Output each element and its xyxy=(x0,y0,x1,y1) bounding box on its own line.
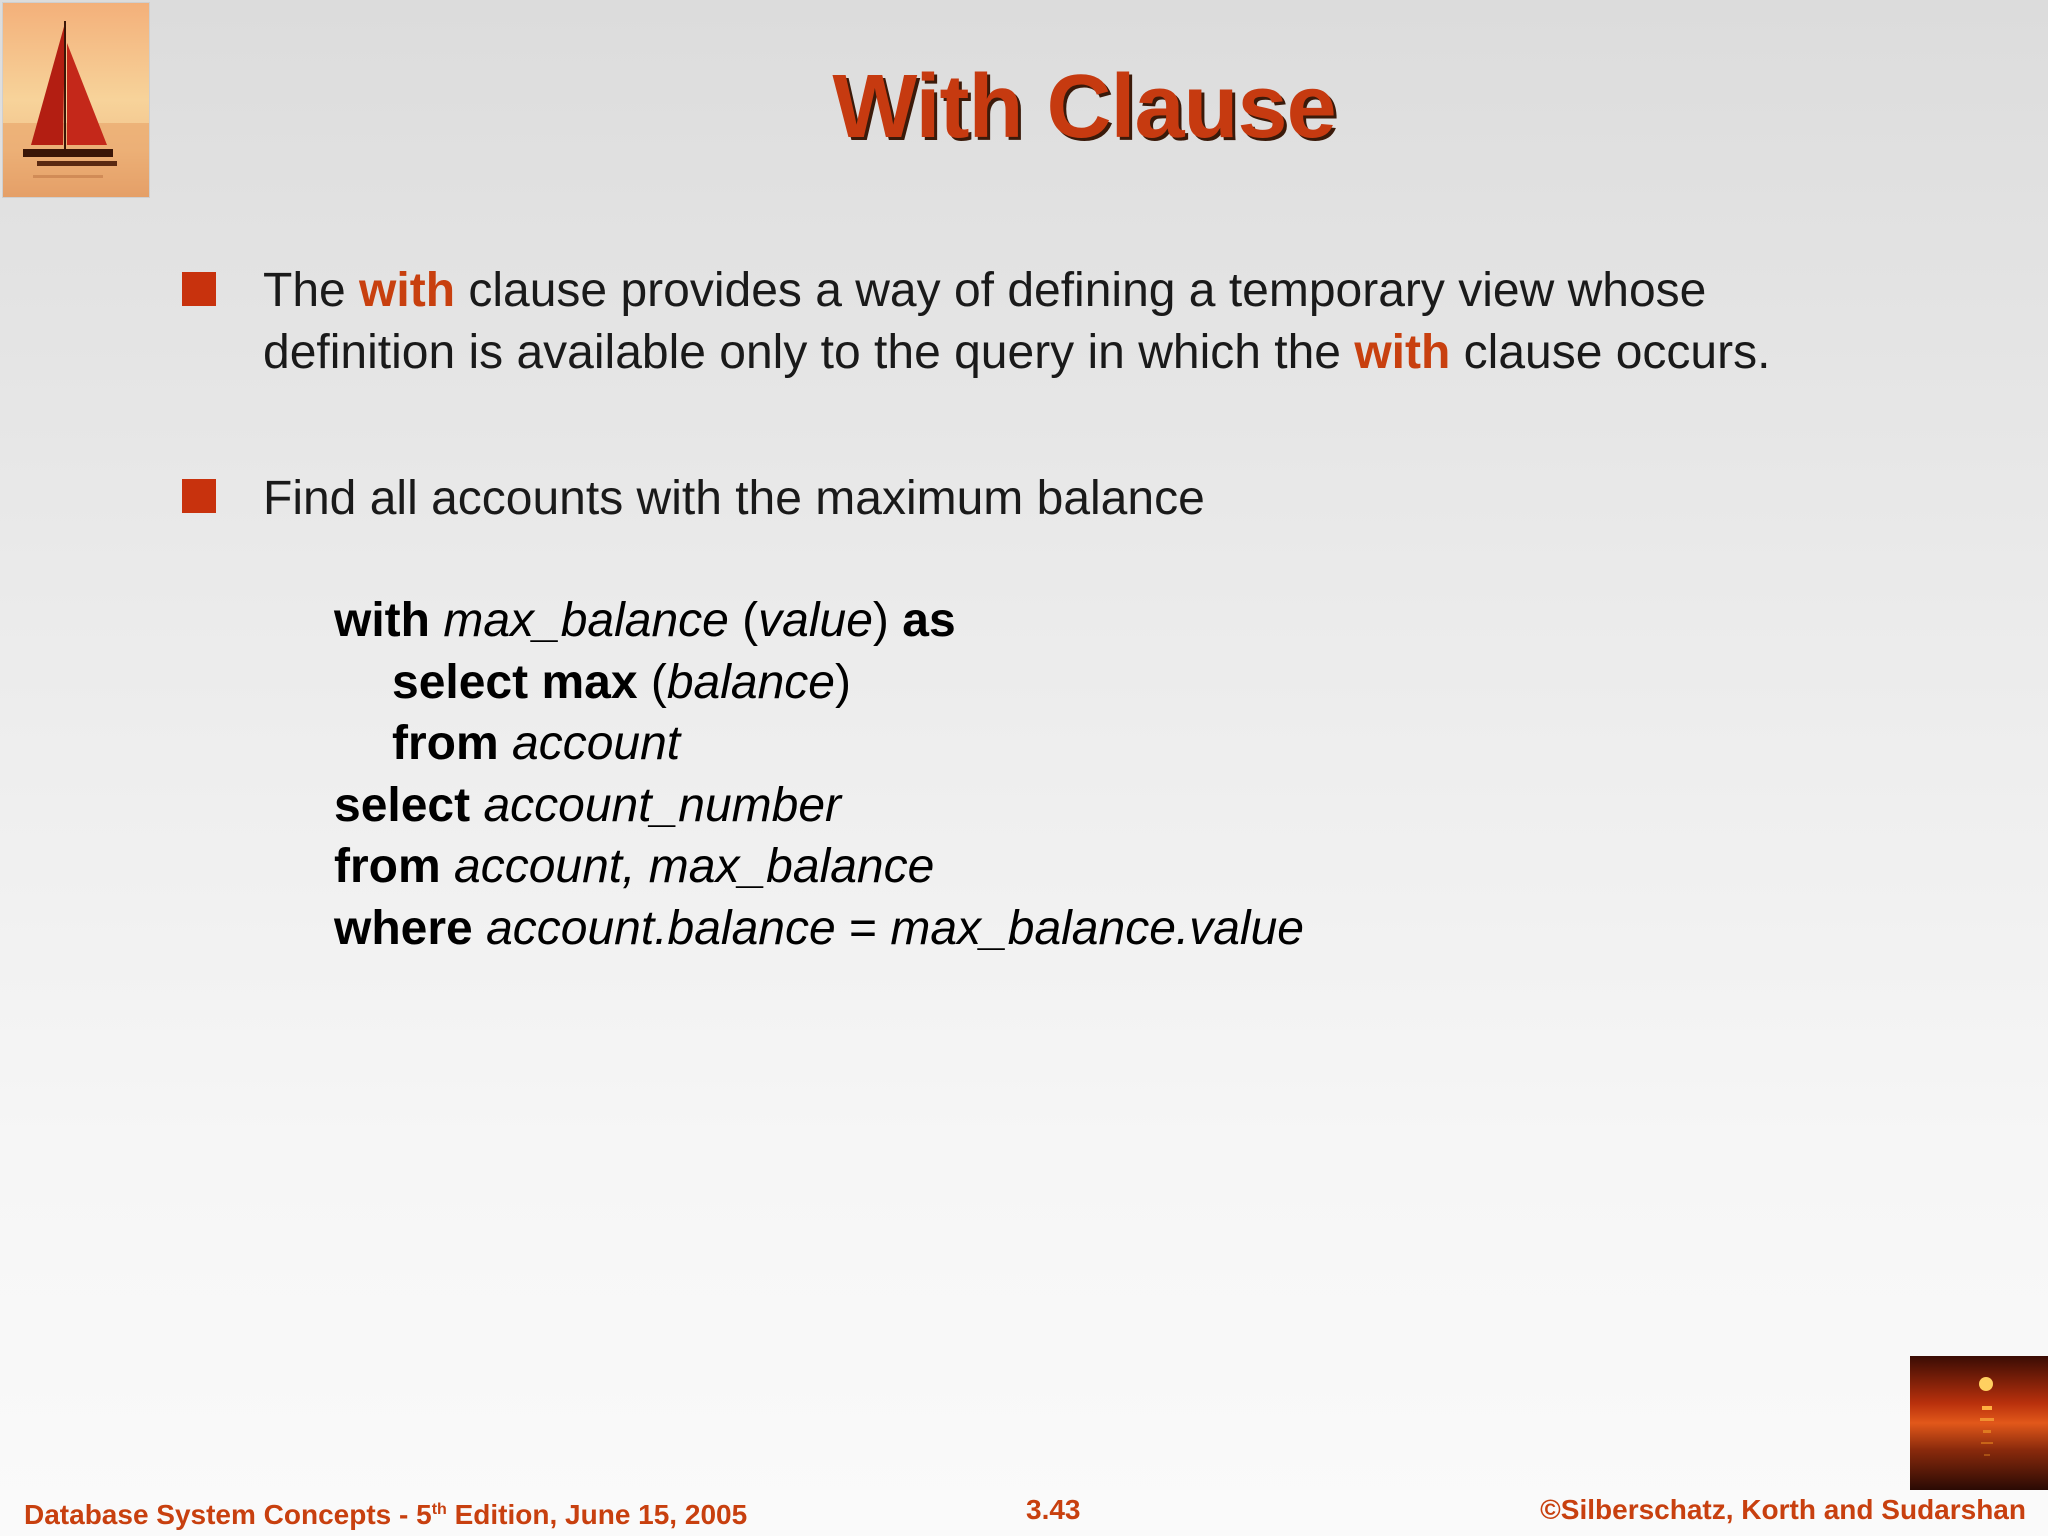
sql-identifier: max_balance.value xyxy=(890,901,1304,955)
sql-identifier: account_number xyxy=(483,778,842,832)
page-number: 3.43 xyxy=(1026,1494,1081,1525)
sql-keyword: with xyxy=(334,594,430,647)
sql-punct: ) xyxy=(872,594,903,647)
code-line xyxy=(334,898,1304,960)
footer-text: Edition, June 15, 2005 xyxy=(446,1499,748,1530)
sql-code-block xyxy=(334,590,1304,959)
footer-copyright: ©Silberschatz, Korth and Sudarshan xyxy=(1540,1494,2026,1525)
code-line xyxy=(334,652,1304,714)
sql-punct: ( xyxy=(637,655,667,709)
code-line xyxy=(334,836,1304,898)
sql-identifier: account xyxy=(512,717,681,770)
sql-keyword: where xyxy=(334,901,473,955)
bullet-paragraph-with-clause xyxy=(263,260,1903,384)
sql-identifier: account, max_balance xyxy=(454,840,935,893)
footer-left xyxy=(24,1490,747,1535)
keyword-with: with xyxy=(359,264,456,317)
footer-sup: th xyxy=(431,1501,447,1518)
bullet-paragraph-find-accounts: Find all accounts with the maximum balance xyxy=(263,472,1205,525)
code-line xyxy=(334,713,1304,775)
slide-title: With Clause xyxy=(832,57,1336,157)
text-span: The xyxy=(263,264,360,317)
sql-keyword: from xyxy=(392,717,499,770)
bullet-marker xyxy=(182,479,216,513)
sql-identifier: value xyxy=(758,594,873,647)
keyword-with: with xyxy=(1354,326,1451,379)
sql-identifier: balance xyxy=(666,655,835,709)
sql-keyword: as xyxy=(902,594,956,647)
sql-identifier: account.balance xyxy=(486,901,836,955)
sql-punct: ) xyxy=(834,655,851,709)
text-span: clause provides a way of defining a temporary view whose definition is available only to the query in which the xyxy=(263,264,1707,379)
sql-keyword: select xyxy=(334,778,471,832)
text-span: clause occurs. xyxy=(1450,326,1771,379)
sql-punct: ( xyxy=(728,594,759,647)
code-line xyxy=(334,590,1304,652)
sunset-image xyxy=(1910,1356,2048,1490)
sql-keyword: from xyxy=(334,840,441,893)
sql-punct: = xyxy=(835,901,891,955)
footer-text: Database System Concepts - 5 xyxy=(24,1499,432,1530)
code-line xyxy=(334,775,1304,837)
sql-identifier: max_balance xyxy=(443,594,729,647)
bullet-marker xyxy=(182,272,216,306)
sql-keyword: select max xyxy=(392,655,638,709)
